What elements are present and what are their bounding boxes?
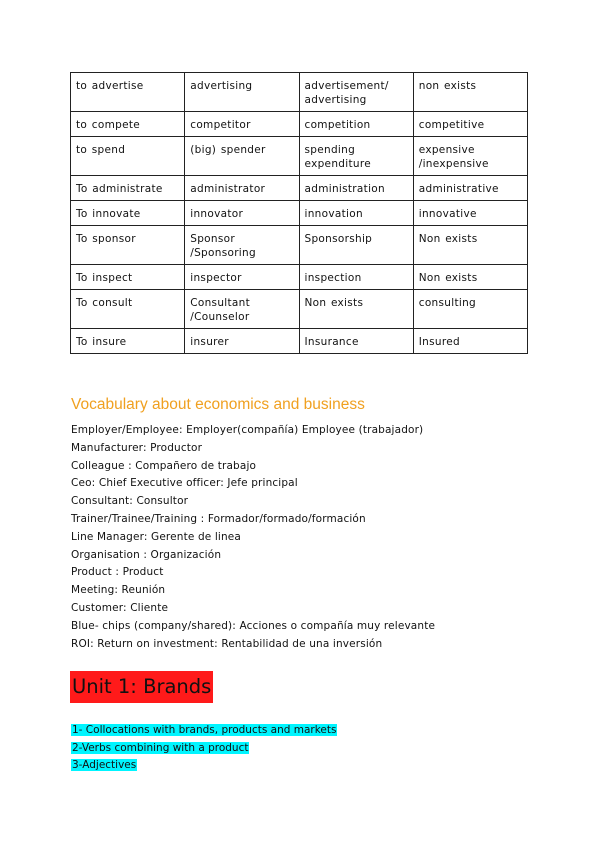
table-row bbox=[71, 176, 528, 201]
table-row bbox=[71, 290, 528, 329]
word-forms-table bbox=[70, 72, 528, 354]
highlighted-topic-text: 2-Verbs combining with a product bbox=[72, 741, 249, 754]
vocabulary-item: Ceo: Chief Executive officer: Jefe principal bbox=[71, 477, 298, 490]
table-row bbox=[71, 265, 528, 290]
table-cell: To innovate bbox=[71, 201, 185, 226]
vocabulary-item: Employer/Employee: Employer(compañía) Employee (trabajador) bbox=[71, 424, 424, 436]
table-cell: non exists bbox=[413, 73, 527, 112]
highlighted-topic-text: 3-Adjectives bbox=[72, 759, 137, 772]
table-cell: consulting bbox=[413, 290, 527, 329]
table-cell: Insured bbox=[413, 329, 527, 354]
vocabulary-item: Blue- chips (company/shared): Acciones o compañía muy relevante bbox=[71, 619, 436, 632]
table-cell: advertising bbox=[185, 73, 299, 112]
table-cell: (big) spender bbox=[185, 137, 299, 176]
table-row bbox=[71, 137, 528, 176]
vocabulary-heading: Vocabulary about economics and business bbox=[71, 396, 365, 413]
table-cell: Sponsorship bbox=[299, 226, 413, 265]
table-cell: to spend bbox=[71, 137, 185, 176]
unit-title: Unit 1: Brands bbox=[70, 671, 213, 703]
table-cell: to compete bbox=[71, 112, 185, 137]
table-cell: spending expenditure bbox=[299, 137, 413, 176]
vocabulary-item: Trainer/Trainee/Training : Formador/formado/formación bbox=[71, 512, 366, 525]
table-cell: Sponsor /Sponsoring bbox=[185, 226, 299, 265]
table-cell: competition bbox=[299, 112, 413, 137]
unit-topics-list bbox=[71, 722, 337, 775]
vocabulary-list bbox=[71, 422, 435, 653]
table-cell: administrator bbox=[185, 176, 299, 201]
table-cell: To administrate bbox=[71, 176, 185, 201]
table-cell: Non exists bbox=[413, 265, 527, 290]
table-cell: innovation bbox=[299, 201, 413, 226]
vocabulary-item: ROI: Return on investment: Rentabilidad de una inversión bbox=[71, 637, 383, 650]
table-row bbox=[71, 112, 528, 137]
vocabulary-item: Product : Product bbox=[71, 566, 164, 579]
table-row bbox=[71, 201, 528, 226]
unit-topic-item bbox=[71, 757, 337, 775]
table-cell: competitive bbox=[413, 112, 527, 137]
table-row bbox=[71, 73, 528, 112]
vocabulary-item: Meeting: Reunión bbox=[71, 584, 166, 597]
table-cell: Consultant /Counselor bbox=[185, 290, 299, 329]
table-row bbox=[71, 329, 528, 354]
table-cell: expensive /inexpensive bbox=[413, 137, 527, 176]
table-cell: To consult bbox=[71, 290, 185, 329]
vocabulary-item: Organisation : Organización bbox=[71, 548, 222, 561]
vocabulary-item: Consultant: Consultor bbox=[71, 495, 189, 508]
table-cell: to advertise bbox=[71, 73, 185, 112]
table-cell: To inspect bbox=[71, 265, 185, 290]
vocabulary-item: Line Manager: Gerente de linea bbox=[71, 530, 241, 543]
unit-topic-item bbox=[71, 722, 337, 740]
unit-topic-item bbox=[71, 740, 337, 758]
table-cell: innovative bbox=[413, 201, 527, 226]
vocabulary-item: Colleague : Compañero de trabajo bbox=[71, 459, 257, 472]
table-cell: administrative bbox=[413, 176, 527, 201]
table-cell: inspection bbox=[299, 265, 413, 290]
table-row bbox=[71, 226, 528, 265]
vocabulary-item: Customer: Cliente bbox=[71, 601, 169, 614]
table-cell: To sponsor bbox=[71, 226, 185, 265]
highlighted-topic-text: 1- Collocations with brands, products and markets bbox=[72, 724, 337, 736]
table-cell: administration bbox=[299, 176, 413, 201]
vocabulary-item: Manufacturer: Productor bbox=[71, 441, 203, 454]
table-cell: innovator bbox=[185, 201, 299, 226]
table-cell: Non exists bbox=[299, 290, 413, 329]
table-cell: To insure bbox=[71, 329, 185, 354]
table-cell: insurer bbox=[185, 329, 299, 354]
table-cell: Non exists bbox=[413, 226, 527, 265]
table-cell: advertisement/ advertising bbox=[299, 73, 413, 112]
table-cell: inspector bbox=[185, 265, 299, 290]
table-cell: Insurance bbox=[299, 329, 413, 354]
table-cell: competitor bbox=[185, 112, 299, 137]
